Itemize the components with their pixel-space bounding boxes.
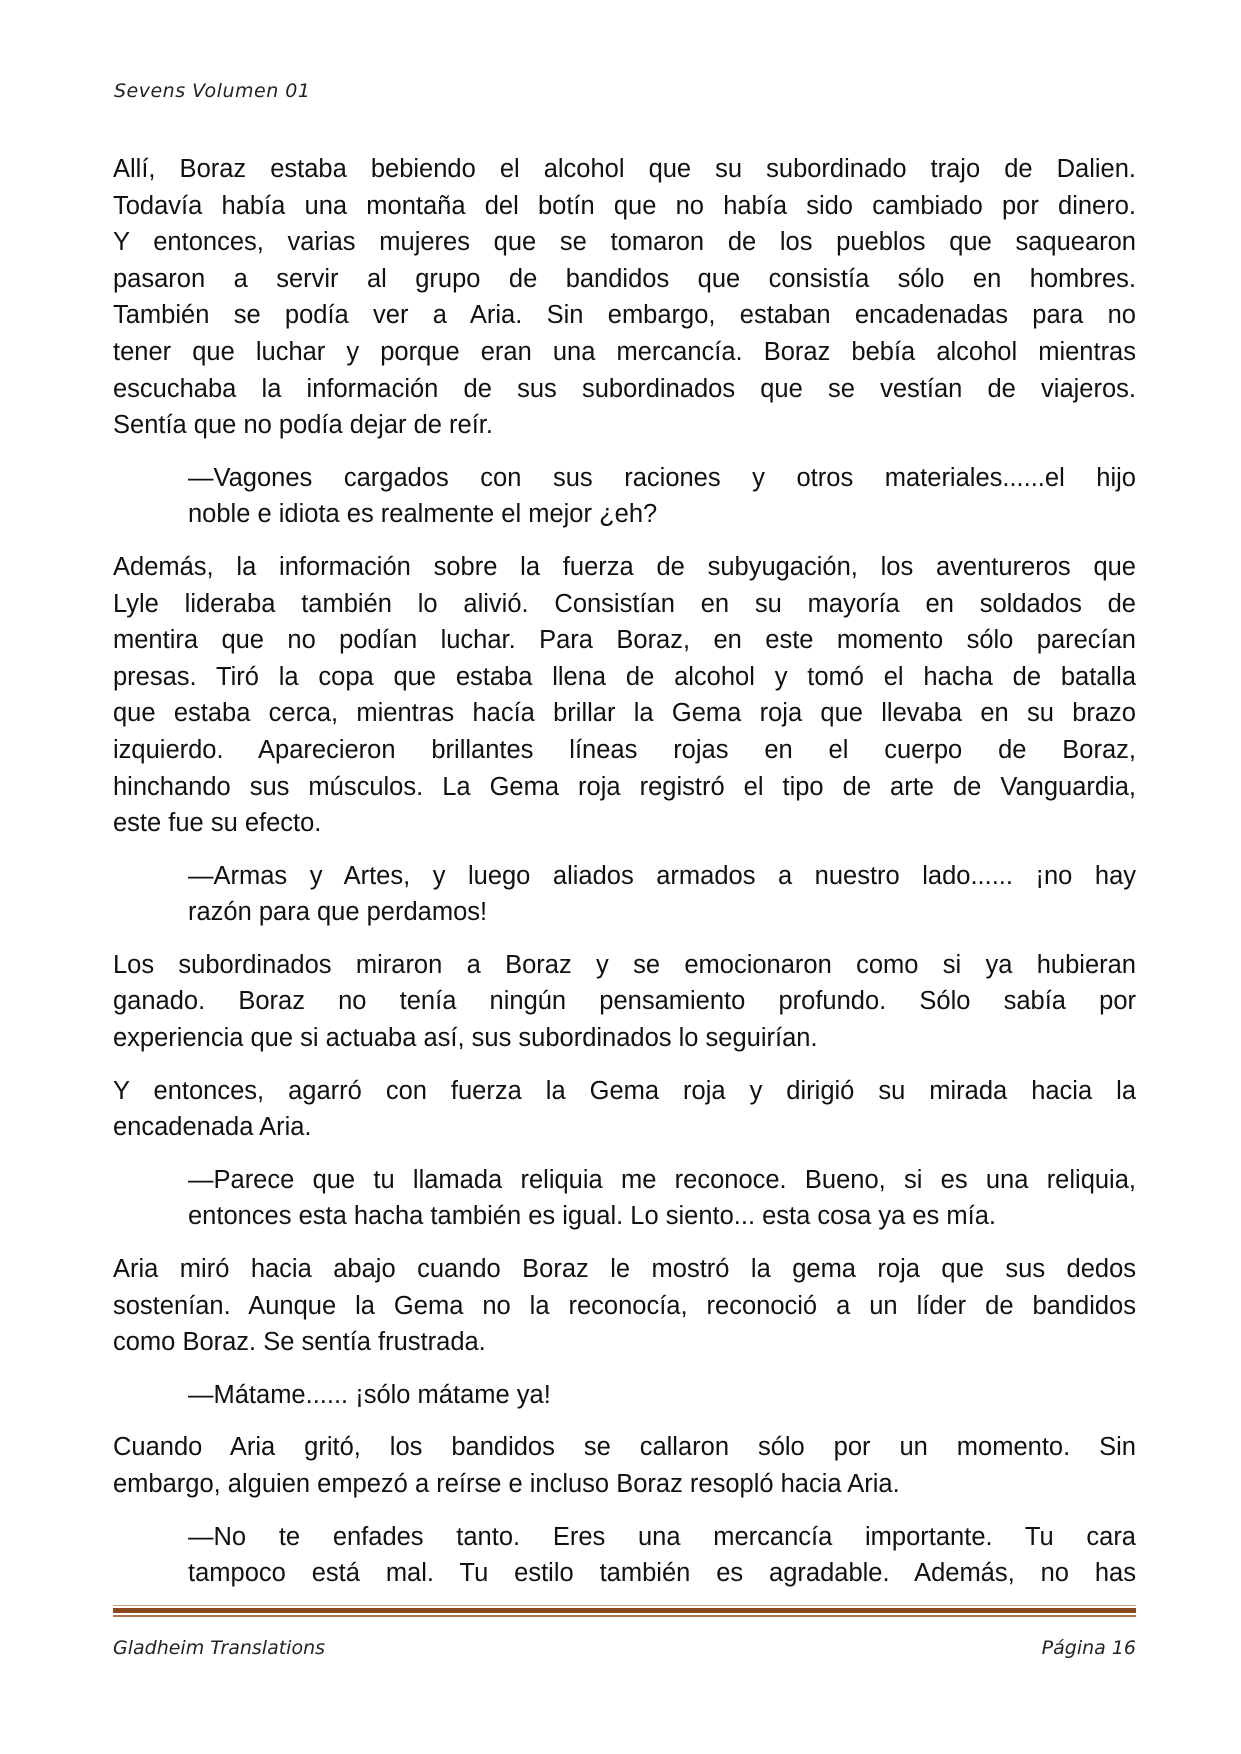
- text-line: —No te enfades tanto. Eres una mercancía importante. Tu cara: [188, 1522, 1136, 1551]
- body-paragraph: [113, 1251, 1136, 1361]
- text-line: ganado. Boraz no tenía ningún pensamiento profundo. Sólo sabía por: [113, 987, 1136, 1016]
- text-line: pasaron a servir al grupo de bandidos que consistía sólo en hombres.: [113, 264, 1136, 293]
- text-line: Aria miró hacia abajo cuando Boraz le mostró la gema roja que sus dedos: [113, 1255, 1136, 1284]
- running-header: Sevens Volumen 01: [114, 80, 311, 102]
- dialogue-paragraph: [113, 1519, 1136, 1592]
- text-line: escuchaba la información de sus subordinados que se vestían de viajeros.: [113, 374, 1136, 403]
- text-line: Sentía que no podía dejar de reír.: [113, 411, 493, 440]
- text-line: entonces esta hacha también es igual. Lo siento... esta cosa ya es mía.: [188, 1202, 996, 1231]
- text-line: izquierdo. Aparecieron brillantes líneas rojas en el cuerpo de Boraz,: [113, 735, 1136, 764]
- text-line: que estaba cerca, mientras hacía brillar la Gema roja que llevaba en su brazo: [113, 699, 1136, 728]
- footer-rule: [113, 1605, 1136, 1617]
- text-line: como Boraz. Se sentía frustrada.: [113, 1328, 486, 1357]
- text-line: tener que luchar y porque eran una mercancía. Boraz bebía alcohol mientras: [113, 337, 1136, 366]
- dialogue-paragraph: [113, 858, 1136, 931]
- text-line: hinchando sus músculos. La Gema roja registró el tipo de arte de Vanguardia,: [113, 772, 1136, 801]
- text-line: este fue su efecto.: [113, 809, 322, 838]
- body-paragraph: [113, 1073, 1136, 1146]
- text-line: —Armas y Artes, y luego aliados armados a nuestro lado...... ¡no hay: [188, 861, 1136, 890]
- text-line: Lyle lideraba también lo alivió. Consistían en su mayoría en soldados de: [113, 589, 1136, 618]
- footer-publisher: Gladheim Translations: [113, 1637, 326, 1659]
- text-line: experiencia que si actuaba así, sus subordinados lo seguirían.: [113, 1024, 818, 1053]
- text-line: También se podía ver a Aria. Sin embargo, estaban encadenadas para no: [113, 301, 1136, 330]
- text-line: Y entonces, varias mujeres que se tomaron de los pueblos que saquearon: [113, 228, 1136, 257]
- dialogue-paragraph: [113, 460, 1136, 533]
- body-paragraph: [113, 1429, 1136, 1502]
- text-line: —Mátame...... ¡sólo mátame ya!: [188, 1380, 551, 1409]
- text-line: —Vagones cargados con sus raciones y otros materiales......el hijo: [188, 463, 1136, 492]
- text-line: Además, la información sobre la fuerza de subyugación, los aventureros que: [113, 552, 1136, 581]
- page-number: Página 16: [1041, 1637, 1136, 1659]
- text-line: encadenada Aria.: [113, 1113, 312, 1142]
- dialogue-paragraph: [113, 1162, 1136, 1235]
- body-paragraph: [113, 151, 1136, 444]
- body-paragraph: [113, 549, 1136, 842]
- text-line: Allí, Boraz estaba bebiendo el alcohol que su subordinado trajo de Dalien.: [113, 155, 1136, 183]
- text-line: noble e idiota es realmente el mejor ¿eh?: [188, 500, 658, 529]
- text-line: sostenían. Aunque la Gema no la reconocía, reconoció a un líder de bandidos: [113, 1291, 1136, 1320]
- text-line: Y entonces, agarró con fuerza la Gema roja y dirigió su mirada hacia la: [113, 1076, 1136, 1105]
- text-line: —Parece que tu llamada reliquia me reconoce. Bueno, si es una reliquia,: [188, 1165, 1136, 1194]
- page-body: [113, 151, 1136, 1608]
- text-line: Los subordinados miraron a Boraz y se emocionaron como si ya hubieran: [113, 950, 1136, 979]
- text-line: mentira que no podían luchar. Para Boraz, en este momento sólo parecían: [113, 626, 1136, 655]
- text-line: razón para que perdamos!: [188, 898, 488, 927]
- dialogue-paragraph: [113, 1377, 1136, 1414]
- text-line: presas. Tiró la copa que estaba llena de alcohol y tomó el hacha de batalla: [113, 662, 1136, 691]
- text-line: Cuando Aria gritó, los bandidos se callaron sólo por un momento. Sin: [113, 1433, 1136, 1462]
- text-line: Todavía había una montaña del botín que no había sido cambiado por dinero.: [113, 191, 1136, 220]
- body-paragraph: [113, 947, 1136, 1057]
- page-footer: [113, 1637, 1136, 1659]
- text-line: embargo, alguien empezó a reírse e incluso Boraz resopló hacia Aria.: [113, 1470, 900, 1498]
- text-line: tampoco está mal. Tu estilo también es agradable. Además, no has: [188, 1559, 1136, 1588]
